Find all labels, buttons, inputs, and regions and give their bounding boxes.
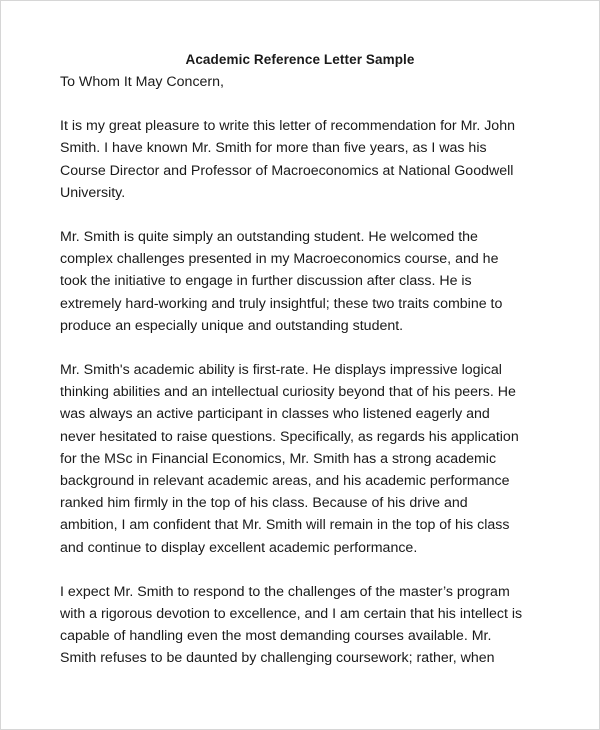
text-line: ranked him firmly in the top of his class. Because of his drive and	[60, 495, 468, 512]
text-line: took the initiative to engage in further discussion after class. He is	[60, 273, 472, 290]
text-line: and continue to display excellent academic performance.	[60, 539, 418, 556]
text-line: extremely hard-working and truly insightful; these two traits combine to	[60, 295, 503, 312]
text-line: ambition, I am confident that Mr. Smith will remain in the top of his class	[60, 517, 510, 534]
text-line: produce an especially unique and outstanding student.	[60, 317, 404, 334]
text-line: complex challenges presented in my Macroeconomics course, and he	[60, 251, 499, 268]
text-line: University.	[60, 184, 126, 201]
paragraph-3	[60, 359, 540, 559]
paragraph-4	[60, 581, 540, 670]
text-line: Smith refuses to be daunted by challenging coursework; rather, when	[60, 650, 495, 667]
text-line: was always an active participant in classes who listened eagerly and	[60, 406, 490, 423]
text-line: capable of handling even the most demanding courses available. Mr.	[60, 628, 492, 645]
document-title: Academic Reference Letter Sample	[185, 52, 415, 67]
letter-body	[60, 71, 540, 692]
text-line: Mr. Smith is quite simply an outstanding student. He welcomed the	[60, 229, 478, 246]
text-line: Smith. I have known Mr. Smith for more than five years, as I was his	[60, 140, 487, 157]
text-line: I expect Mr. Smith to respond to the challenges of the master’s program	[60, 583, 510, 600]
text-line: for the MSc in Financial Economics, Mr. Smith has a strong academic	[60, 450, 497, 467]
text-line: Mr. Smith's academic ability is first-rate. He displays impressive logical	[60, 362, 502, 379]
text-line: It is my great pleasure to write this letter of recommendation for Mr. John	[60, 118, 515, 135]
paragraph-2	[60, 226, 540, 337]
text-line: thinking abilities and an intellectual curiosity beyond that of his peers. He	[60, 384, 516, 401]
text-line: never hesitated to raise questions. Specifically, as regards his application	[60, 428, 519, 445]
salutation: To Whom It May Concern,	[60, 74, 224, 90]
text-line: background in relevant academic areas, and his academic performance	[60, 473, 510, 490]
text-line: with a rigorous devotion to excellence, and I am certain that his intellect is	[60, 606, 523, 623]
text-line: Course Director and Professor of Macroeconomics at National Goodwell	[60, 162, 514, 179]
paragraph-1	[60, 115, 540, 204]
